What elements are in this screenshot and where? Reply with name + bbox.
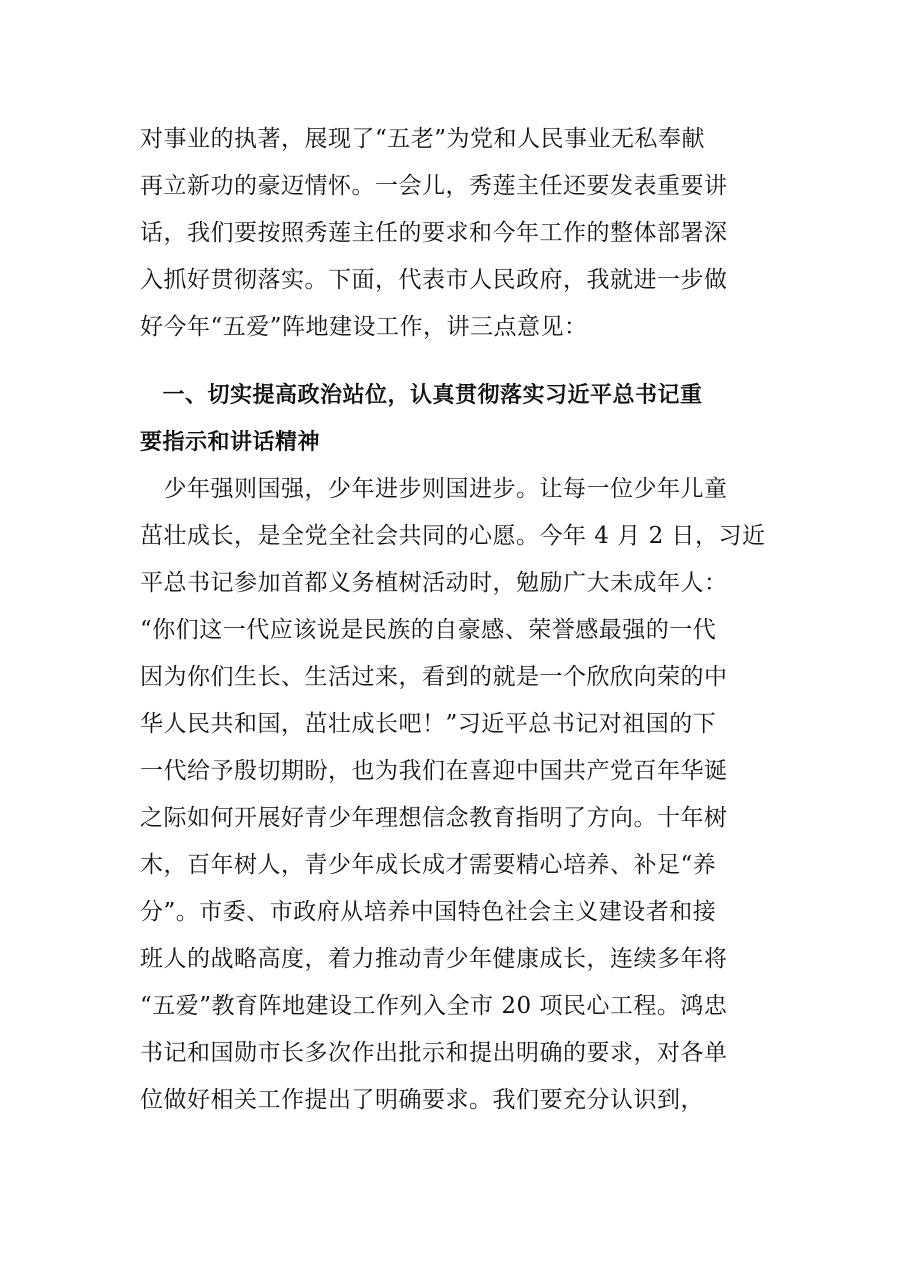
text-line: 平总书记参加首都义务植树活动时，勉励广大未成年人： — [140, 570, 728, 596]
text-line: “五爱”教育阵地建设工作列入全市 20 项民心工程。鸿忠 — [140, 993, 728, 1019]
paragraph-intro — [140, 116, 780, 351]
heading-line: 要指示和讲话精神 — [140, 430, 321, 455]
text-line: 因为你们生长、生活过来，看到的就是一个欣欣向荣的中 — [140, 664, 728, 690]
text-line: 木，百年树人，青少年成长成才需要精心培养、补足“养 — [140, 852, 717, 878]
text-line: 话，我们要按照秀莲主任的要求和今年工作的整体部署深 — [140, 220, 728, 246]
text-line: 书记和国勋市长多次作出批示和提出明确的要求，对各单 — [140, 1040, 728, 1066]
text-line: 对事业的执著，展现了“五老”为党和人民事业无私奉献 — [140, 126, 706, 152]
section-heading — [140, 372, 780, 466]
text-line: 入抓好贯彻落实。下面，代表市人民政府，我就进一步做 — [140, 267, 728, 293]
text-line: 班人的战略高度，着力推动青少年健康成长，连续多年将 — [140, 946, 728, 972]
text-line: 分”。市委、市政府从培养中国特色社会主义建设者和接 — [140, 899, 717, 925]
text-line: 一代给予殷切期盼，也为我们在喜迎中国共产党百年华诞 — [140, 758, 728, 784]
text-line: 之际如何开展好青少年理想信念教育指明了方向。十年树 — [140, 805, 728, 831]
text-line: “你们这一代应该说是民族的自豪感、荣誉感最强的一代 — [140, 617, 717, 643]
paragraph-body — [140, 466, 780, 1124]
text-line: 再立新功的豪迈情怀。一会儿，秀莲主任还要发表重要讲 — [140, 173, 728, 199]
text-line: 茁壮成长，是全党全社会共同的心愿。今年 4 月 2 日，习近 — [140, 523, 766, 549]
text-line: 位做好相关工作提出了明确要求。我们要充分认识到， — [140, 1087, 704, 1113]
text-line: 好今年“五爱”阵地建设工作，讲三点意见： — [140, 314, 588, 340]
heading-line: 一、切实提高政治站位，认真贯彻落实习近平总书记重 — [140, 383, 703, 408]
text-line: 少年强则国强，少年进步则国进步。让每一位少年儿童 — [140, 476, 728, 502]
text-line: 华人民共和国，茁壮成长吧！”习近平总书记对祖国的下 — [140, 711, 717, 737]
